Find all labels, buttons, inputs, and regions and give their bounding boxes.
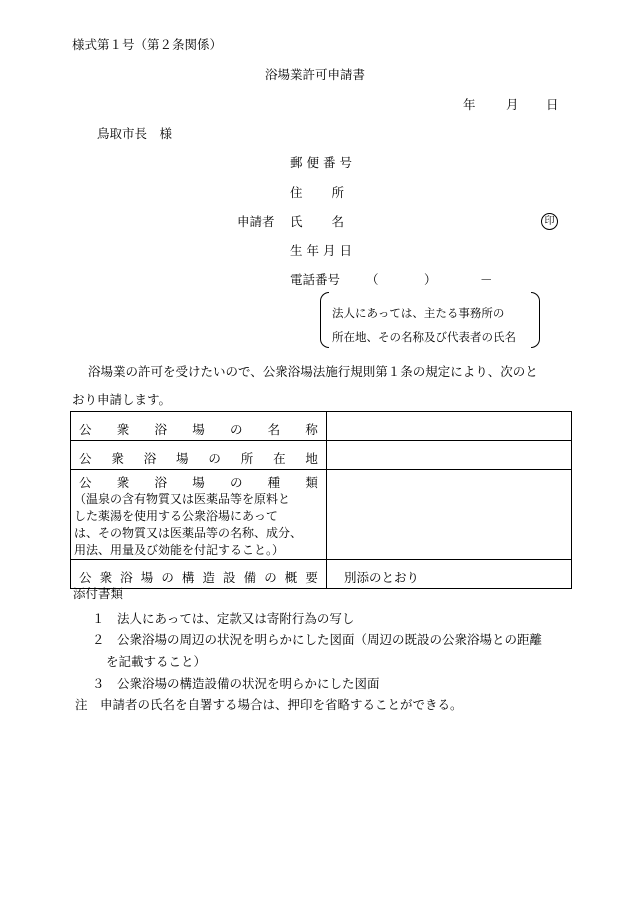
phone-dash: －: [480, 272, 493, 287]
postal-code-label: 郵 便 番 号: [290, 155, 352, 170]
phone-paren-close: ）: [424, 272, 437, 287]
name-label: 氏 名: [290, 214, 344, 229]
table-row: [71, 470, 572, 560]
table-row: [71, 412, 572, 441]
attachment-item-continuation: を記載すること）: [106, 654, 207, 669]
attachment-item: ２ 公衆浴場の周辺の状況を明らかにした図面（周辺の既設の公衆浴場との距離: [92, 632, 543, 647]
note-left-bracket: [320, 292, 329, 348]
seal-mark: 印: [541, 213, 558, 230]
attachments-title: 添付書類: [73, 586, 124, 601]
phone-label: 電話番号: [290, 272, 341, 287]
birthdate-label: 生 年 月 日: [290, 243, 352, 258]
bathhouse-location-label: 公 衆 浴 場 の 所 在 地: [71, 441, 327, 470]
document-title: 浴場業許可申請書: [264, 67, 365, 82]
footnote: 注 申請者の氏名を自署する場合は、押印を省略することができる。: [75, 697, 463, 712]
table-row: [71, 441, 572, 470]
form-number: 様式第１号（第２条関係）: [72, 37, 223, 52]
bathhouse-type-note: （温泉の含有物質又は医薬品等を原料と: [74, 492, 291, 506]
applicant-section-label: 申請者: [237, 214, 275, 229]
structure-overview-value[interactable]: 別添のとおり: [327, 560, 572, 589]
bathhouse-type-note: した薬湯を使用する公衆浴場にあって: [74, 509, 278, 523]
phone-paren-open: （: [366, 272, 379, 287]
table-row: [71, 560, 572, 589]
corporate-note-line: 所在地、その名称及び代表者の氏名: [332, 330, 516, 344]
date-month-label: 月: [506, 97, 519, 112]
bathhouse-location-value[interactable]: [327, 441, 572, 470]
request-text-line: 浴場業の許可を受けたいので、公衆浴場法施行規則第１条の規定により、次のと: [88, 364, 538, 379]
date-day-label: 日: [546, 97, 559, 112]
request-text-line: おり申請します。: [72, 392, 172, 407]
corporate-note: [320, 292, 540, 348]
date-row: [0, 99, 630, 113]
date-year-label: 年: [463, 97, 476, 112]
bathhouse-info-table: [70, 411, 572, 589]
bathhouse-type-value[interactable]: [327, 470, 572, 560]
addressee: 鳥取市長 様: [97, 126, 173, 141]
bathhouse-name-value[interactable]: [327, 412, 572, 441]
bathhouse-type-note: 用法、用量及び効能を付記すること。）: [74, 543, 285, 557]
structure-overview-label: 公 衆 浴 場 の 構 造 設 備 の 概 要: [71, 560, 327, 589]
corporate-note-line: 法人にあっては、主たる事務所の: [332, 306, 505, 320]
bathhouse-type-note: は、その物質又は医薬品等の名称、成分、: [74, 526, 303, 540]
bathhouse-type-label: 公 衆 浴 場 の 種 類 （温泉の含有物質又は医薬品等を原料と した薬湯を使用する公衆浴場にあって は、その物質又は医薬品等の名称、成分、 用法、用量及び効能を付記すること。）: [71, 470, 327, 560]
note-right-bracket: [531, 292, 540, 348]
attachment-item: ３ 公衆浴場の構造設備の状況を明らかにした図面: [92, 676, 380, 691]
bathhouse-name-label: 公 衆 浴 場 の 名 称: [71, 412, 327, 441]
attachment-item: １ 法人にあっては、定款又は寄附行為の写し: [92, 611, 355, 626]
address-label: 住 所: [290, 185, 344, 200]
